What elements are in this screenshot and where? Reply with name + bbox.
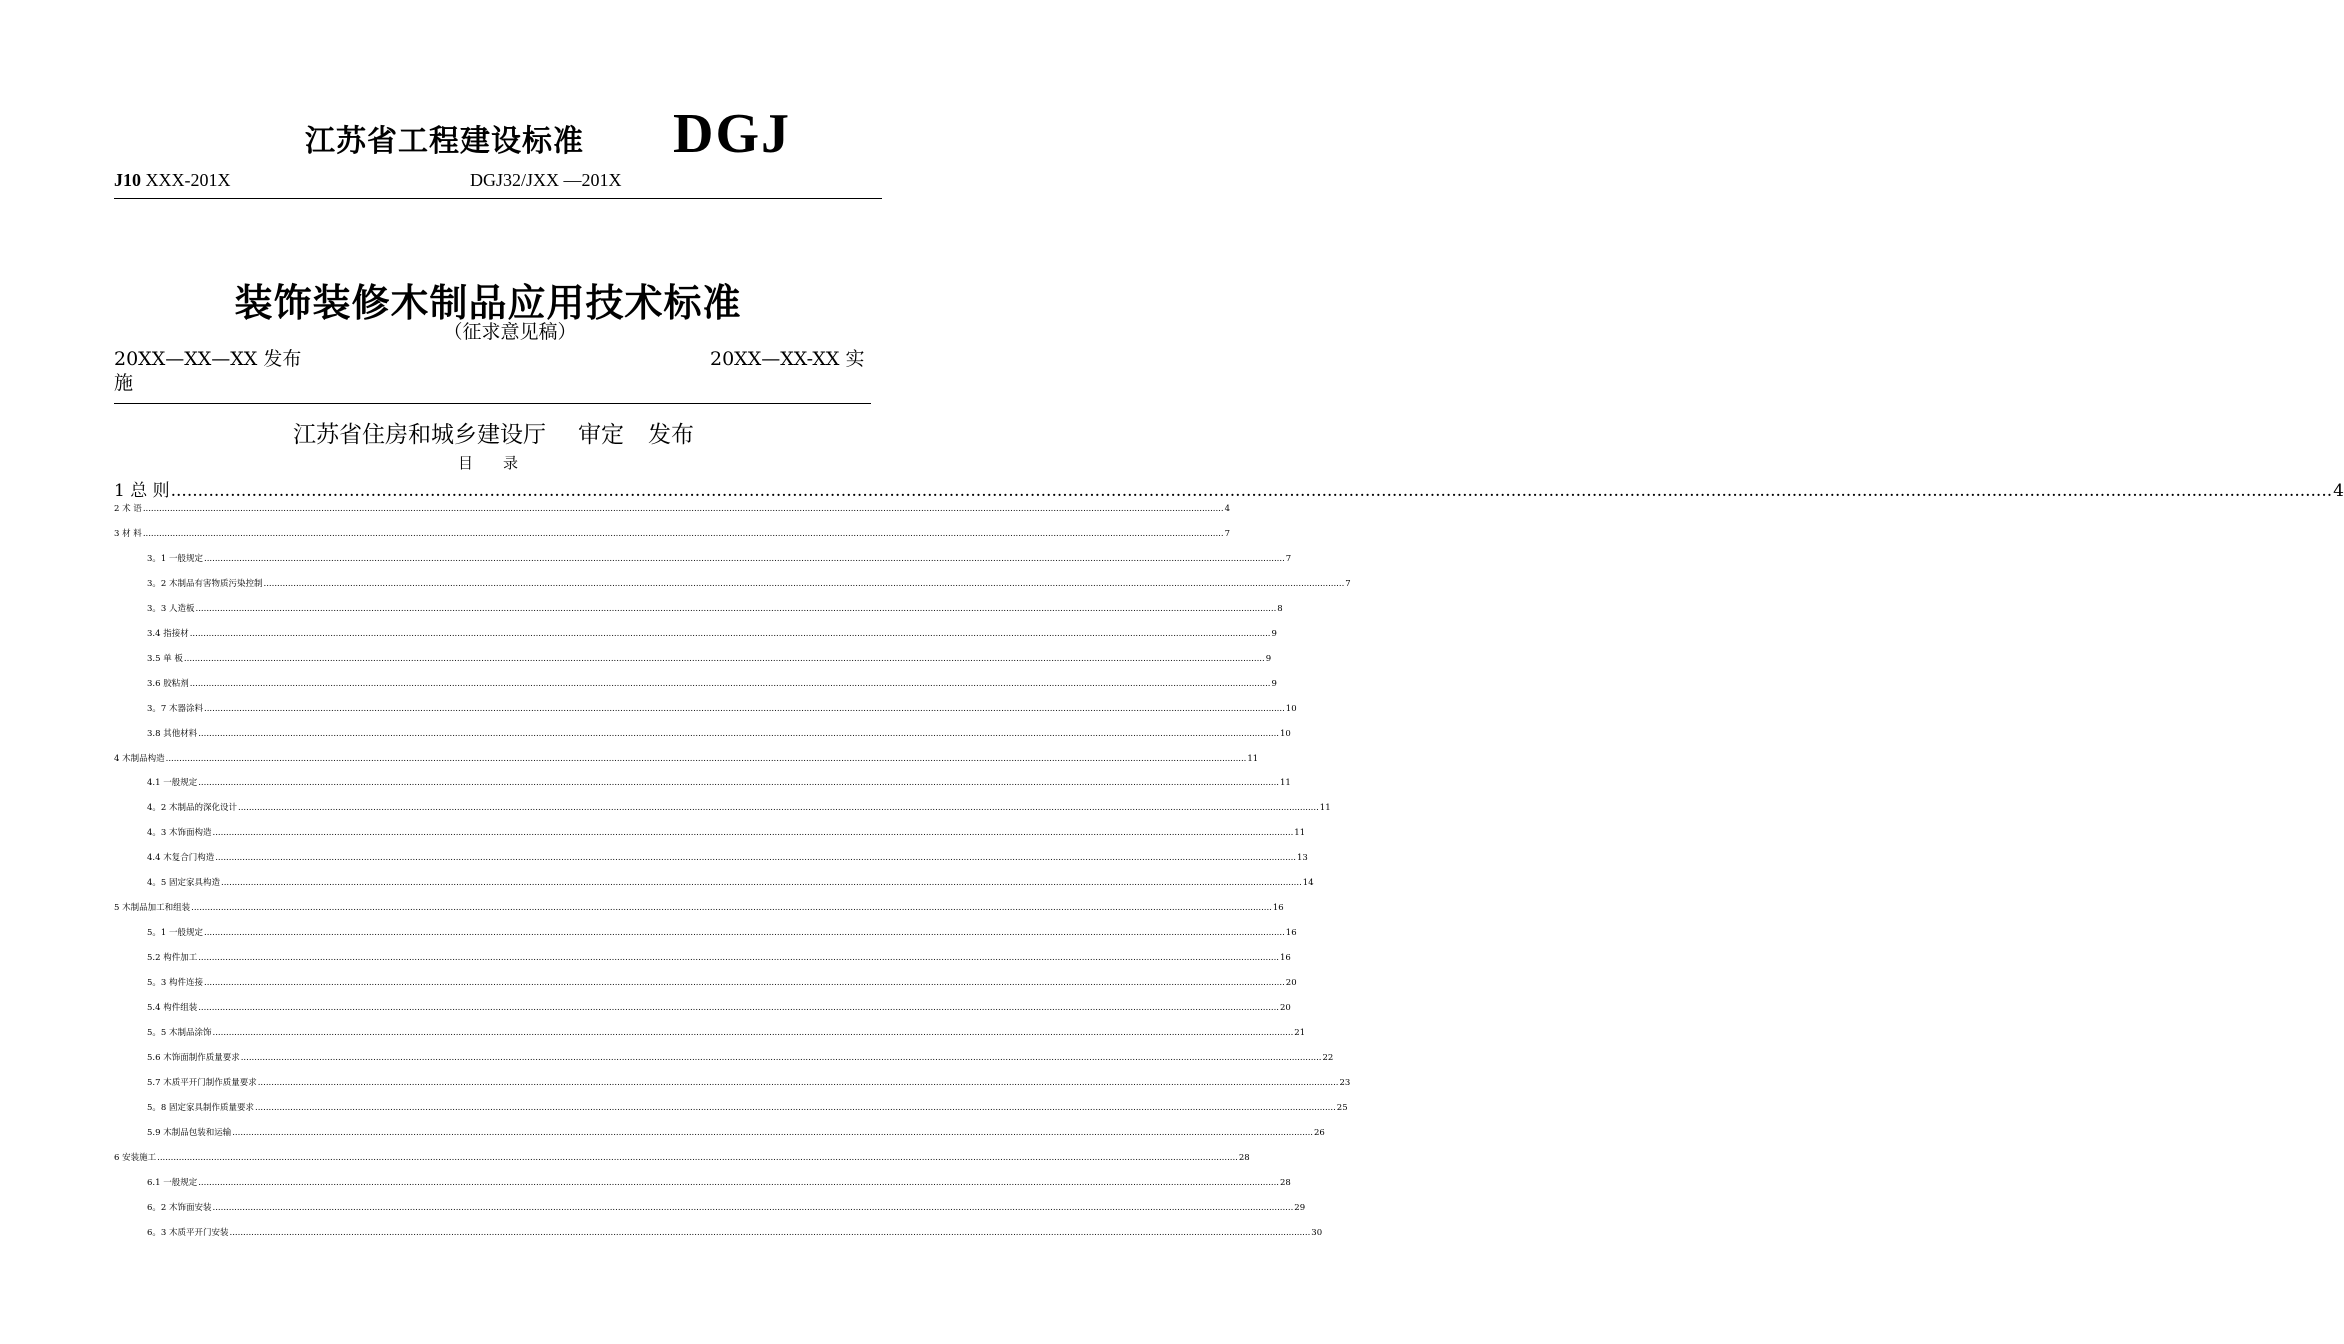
toc-entry[interactable]: [147, 677, 1277, 689]
toc-entry[interactable]: [114, 527, 1230, 539]
issuer-line: [293, 416, 694, 449]
toc-entry-page: 16: [1280, 953, 1291, 964]
toc-entry[interactable]: [147, 851, 1308, 864]
toc-entry-page: 14: [1302, 878, 1314, 889]
toc-entry-page: 7: [1345, 578, 1351, 589]
toc-entry-label: 2 术 语: [114, 504, 142, 514]
toc-entry[interactable]: [147, 951, 1291, 964]
toc-entry-label: 5.6 木饰面制作质量要求: [147, 1052, 240, 1063]
toc-dot-leader: ................................................................................................................................................................................................................................................................................................................................................................................................................: [212, 828, 1294, 839]
toc-entry[interactable]: [147, 702, 1297, 714]
toc-dot-leader: ................................................................................................................................................................................................................................................................................................................................................................................................................: [204, 928, 1285, 939]
toc-entry[interactable]: [147, 776, 1291, 789]
toc-entry[interactable]: [147, 1201, 1306, 1213]
toc-entry-label: 4。5 固定家具构造: [147, 878, 221, 889]
toc-dot-leader: ................................................................................................................................................................................................................................................................................................................................................................................................................: [263, 578, 1345, 589]
toc-dot-leader: ................................................................................................................................................................................................................................................................................................................................................................................................................: [142, 528, 1224, 539]
toc-entry-label: 3。2 木制品有害物质污染控制: [147, 578, 263, 589]
toc-entry-page: 30: [1311, 1227, 1323, 1238]
document-title: 装饰装修木制品应用技术标准: [234, 280, 742, 325]
authority-title: 江苏省工程建设标准: [305, 124, 584, 159]
toc-dot-leader: ................................................................................................................................................................................................................................................................................................................................................................................................................: [142, 504, 1224, 514]
toc-dot-leader: ................................................................................................................................................................................................................................................................................................................................................................................................................: [212, 1027, 1294, 1038]
publish-date: 20XX—XX—XX 发布: [114, 348, 302, 370]
toc-entry[interactable]: [147, 876, 1314, 889]
toc-entry[interactable]: [147, 577, 1351, 589]
catalog-prefix: J10: [114, 170, 141, 190]
toc-entry-label: 5.7 木质平开门制作质量要求: [147, 1077, 257, 1088]
toc-entry[interactable]: [114, 901, 1284, 914]
toc-entry-page: 7: [1285, 553, 1292, 564]
toc-entry[interactable]: [147, 926, 1297, 939]
toc-entry[interactable]: [147, 826, 1306, 839]
toc-entry-label: 6。3 木质平开门安装: [147, 1227, 229, 1238]
toc-entry-label: 5。5 木制品涂饰: [147, 1027, 212, 1038]
toc-entry-page: 28: [1280, 1177, 1291, 1188]
toc-entry[interactable]: [147, 552, 1292, 564]
toc-entry-page: 11: [1280, 778, 1291, 789]
toc-entry-label: 3.8 其他材料: [147, 728, 198, 739]
toc-entry-page: 9: [1271, 678, 1277, 689]
toc-dot-leader: ................................................................................................................................................................................................................................................................................................................................................................................................................: [229, 1227, 1311, 1238]
toc-entry-page: 8: [1277, 603, 1283, 614]
standard-number: DGJ32/JXX —201X: [470, 170, 622, 190]
toc-entry-label: 5。1 一般规定: [147, 928, 204, 939]
toc-entry-label: 5 木制品加工和组装: [114, 903, 191, 914]
toc-dot-leader: ................................................................................................................................................................................................................................................................................................................................................................................................................: [240, 1052, 1322, 1063]
toc-entry-label: 5.2 构件加工: [147, 953, 198, 964]
toc-dot-leader: ................................................................................................................................................................................................................................................................................................................................................................................................................: [191, 903, 1272, 914]
issuer-name: 江苏省住房和城乡建设厅: [293, 422, 546, 448]
toc-dot-leader: ................................................................................................................................................................................................................................................................................................................................................................................................................: [198, 1177, 1279, 1188]
toc-entry-page: 22: [1322, 1052, 1334, 1063]
toc-entry-page: 9: [1265, 653, 1272, 664]
document-subtitle: （征求意见稿）: [443, 321, 577, 343]
toc-dot-leader: ................................................................................................................................................................................................................................................................................................................................................................................................................: [195, 603, 1277, 614]
toc-dot-leader: ................................................................................................................................................................................................................................................................................................................................................................................................................: [198, 778, 1279, 789]
toc-entry[interactable]: [147, 1126, 1325, 1138]
toc-entry-label: 6 安装施工: [114, 1152, 157, 1163]
toc-entry[interactable]: [147, 1026, 1306, 1038]
toc-entry[interactable]: [147, 1001, 1291, 1013]
standard-code: DGJ: [673, 103, 791, 165]
toc-dot-leader: ................................................................................................................................................................................................................................................................................................................................................................................................................: [157, 1152, 1238, 1163]
toc-dot-leader: ................................................................................................................................................................................................................................................................................................................................................................................................................: [170, 481, 2333, 501]
toc-dot-leader: ................................................................................................................................................................................................................................................................................................................................................................................................................: [255, 1102, 1336, 1113]
toc-entry-label: 3 材 料: [114, 528, 142, 539]
toc-entry[interactable]: [147, 1076, 1351, 1088]
toc-entry[interactable]: [147, 1101, 1348, 1113]
toc-entry-label: 5。8 固定家具制作质量要求: [147, 1102, 255, 1113]
toc-entry-label: 6。2 木饰面安装: [147, 1202, 212, 1213]
toc-dot-leader: ................................................................................................................................................................................................................................................................................................................................................................................................................: [204, 703, 1285, 714]
toc-entry[interactable]: [147, 727, 1291, 739]
toc-entry-page: 25: [1336, 1102, 1348, 1113]
toc-entry-page: 29: [1294, 1202, 1306, 1213]
toc-entry-page: 21: [1294, 1027, 1306, 1038]
toc-dot-leader: ................................................................................................................................................................................................................................................................................................................................................................................................................: [238, 803, 1319, 814]
dates-divider: [114, 403, 871, 404]
toc-entry-label: 5.9 木制品包装和运输: [147, 1127, 232, 1138]
toc-entry[interactable]: [147, 801, 1331, 814]
toc-heading: 目录: [457, 454, 548, 472]
toc-entry-page: 11: [1319, 803, 1331, 814]
toc-dot-leader: ................................................................................................................................................................................................................................................................................................................................................................................................................: [189, 628, 1271, 639]
toc-dot-leader: ................................................................................................................................................................................................................................................................................................................................................................................................................: [189, 678, 1271, 689]
toc-dot-leader: ................................................................................................................................................................................................................................................................................................................................................................................................................: [215, 853, 1296, 864]
toc-entry-label: 3。7 木器涂料: [147, 703, 204, 714]
toc-entry-page: 16: [1272, 903, 1284, 914]
toc-dot-leader: ................................................................................................................................................................................................................................................................................................................................................................................................................: [204, 978, 1285, 989]
toc-entry-page: 20: [1280, 1003, 1291, 1013]
toc-entry-page: 10: [1285, 703, 1297, 714]
catalog-number: [114, 170, 231, 191]
toc-entry-label: 5。3 构件连接: [147, 978, 204, 989]
toc-entry-label: 3.4 指接材: [147, 628, 189, 639]
toc-dot-leader: ................................................................................................................................................................................................................................................................................................................................................................................................................: [198, 1003, 1279, 1013]
toc-entry-page: 13: [1297, 853, 1308, 864]
catalog-number-value: XXX-201X: [145, 170, 231, 190]
toc-dot-leader: ................................................................................................................................................................................................................................................................................................................................................................................................................: [198, 728, 1279, 739]
toc-entry-page: 11: [1294, 828, 1306, 839]
toc-entry-page: 23: [1339, 1077, 1351, 1088]
toc-entry-page: 4: [2333, 481, 2344, 501]
toc-entry-page: 4: [1224, 504, 1230, 514]
toc-entry-page: 26: [1314, 1127, 1325, 1138]
issuer-action-approve: 审定: [578, 422, 624, 448]
toc-dot-leader: ................................................................................................................................................................................................................................................................................................................................................................................................................: [204, 553, 1285, 564]
toc-entry[interactable]: [114, 752, 1259, 764]
toc-entry-page: 11: [1247, 753, 1259, 764]
toc-entry[interactable]: [147, 652, 1272, 664]
implement-date: 20XX—XX-XX 实: [710, 348, 865, 370]
toc-entry-label: 4.4 木复合门构造: [147, 853, 215, 864]
toc-entry[interactable]: [147, 1176, 1291, 1188]
toc-entry-label: 4。2 木制品的深化设计: [147, 803, 238, 814]
toc-dot-leader: ................................................................................................................................................................................................................................................................................................................................................................................................................: [221, 878, 1302, 889]
toc-dot-leader: ................................................................................................................................................................................................................................................................................................................................................................................................................: [198, 953, 1279, 964]
toc-dot-leader: ................................................................................................................................................................................................................................................................................................................................................................................................................: [212, 1202, 1294, 1213]
toc-entry-page: 7: [1224, 528, 1230, 539]
toc-dot-leader: ................................................................................................................................................................................................................................................................................................................................................................................................................: [165, 753, 1247, 764]
toc-entry[interactable]: [147, 976, 1297, 989]
toc-entry-label: 6.1 一般规定: [147, 1177, 198, 1188]
toc-entry-page: 28: [1238, 1152, 1250, 1163]
toc-entry[interactable]: [114, 502, 1230, 514]
toc-entry-page: 9: [1271, 628, 1277, 639]
toc-entry-label: 5.4 构件组装: [147, 1003, 198, 1013]
toc-entry-label: 4 木制品构造: [114, 753, 165, 764]
toc-entry-label: 3。3 人造板: [147, 603, 195, 614]
toc-entry-page: 16: [1285, 928, 1297, 939]
toc-dot-leader: ................................................................................................................................................................................................................................................................................................................................................................................................................: [257, 1077, 1339, 1088]
implement-date-wrap: 施: [114, 372, 134, 394]
toc-entry-label: 1 总 则: [114, 481, 170, 501]
toc-entry-label: 4.1 一般规定: [147, 778, 198, 789]
toc-entry[interactable]: [147, 627, 1277, 639]
toc-entry[interactable]: [114, 1151, 1250, 1163]
toc-entry-label: 3.6 胶粘剂: [147, 678, 189, 689]
toc-entry-label: 3。1 一般规定: [147, 553, 204, 564]
issuer-action-publish: 发布: [648, 422, 694, 448]
toc-entry-page: 20: [1285, 978, 1297, 989]
toc-entry[interactable]: [147, 1051, 1334, 1063]
toc-entry[interactable]: [147, 602, 1283, 614]
toc-entry[interactable]: [147, 1226, 1323, 1238]
toc-dot-leader: ................................................................................................................................................................................................................................................................................................................................................................................................................: [183, 653, 1265, 664]
toc-entry-label: 4。3 木饰面构造: [147, 828, 212, 839]
toc-dot-leader: ................................................................................................................................................................................................................................................................................................................................................................................................................: [232, 1127, 1313, 1138]
toc-entry-page: 10: [1280, 728, 1291, 739]
header-divider: [114, 198, 882, 199]
toc-entry-label: 3.5 单 板: [147, 653, 183, 664]
toc-entry[interactable]: [114, 476, 2344, 501]
